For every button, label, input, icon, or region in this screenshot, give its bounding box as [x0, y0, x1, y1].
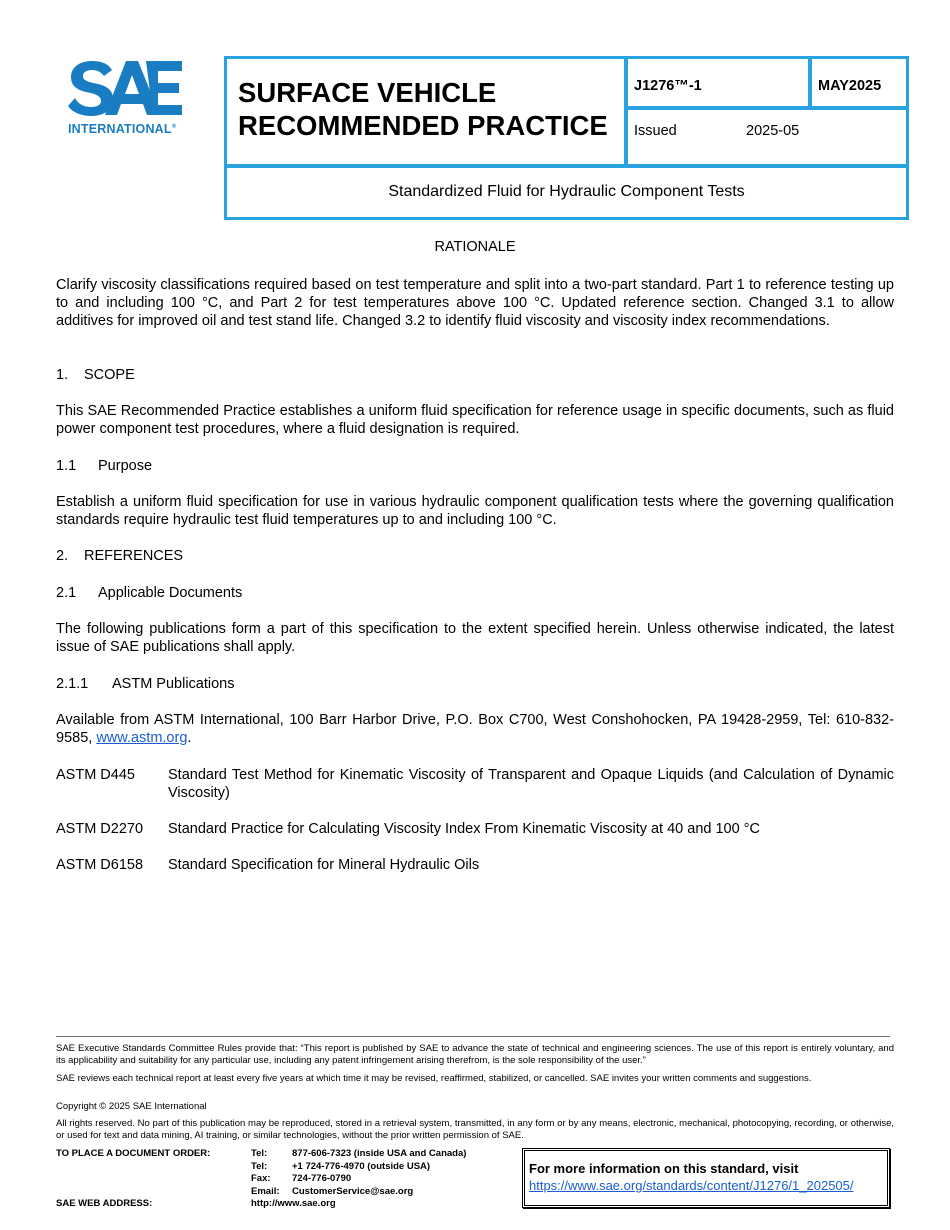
footer-rights-text: All rights reserved. No part of this publication may be reproduced, stored in a retrieval system, transmitted, in any form or by any means, electronic, mechanical, photocopying, recording, or otherwise, or used for text and data mining, AI training, or similar technologies, without the prior written permission of SAE. [56, 1118, 894, 1141]
document-type-title: SURFACE VEHICLE RECOMMENDED PRACTICE [238, 77, 608, 141]
section-2-1-1-text: Available from ASTM International, 100 Barr Harbor Drive, P.O. Box C700, West Conshohocken, PA 19428-2959, Tel: 610-832-9585, www.astm.org. [56, 712, 894, 746]
issued-date: 2025-05 [746, 123, 800, 139]
section-1-text: This SAE Recommended Practice establishes a uniform fluid specification for reference usage in specific documents, such as fluid power component test procedures, where a fluid designation is required. [56, 403, 894, 437]
info-title: For more information on this standard, visit [529, 1161, 799, 1176]
doc-date: MAY2025 [818, 78, 882, 94]
doc-number: J1276™-1 [634, 78, 702, 94]
footer-divider [56, 1036, 890, 1037]
fax-number: 724-776-0790 [292, 1173, 352, 1184]
footer-rules-text: SAE Executive Standards Committee Rules provide that: “This report is published by SAE to advance the state of technical and engineering sciences. The use of this report is entirely voluntary, and its applicability and suitability for any particular use, including any patent infringement arising therefrom, is the sole responsibility of the user.” [56, 1043, 894, 1066]
standard-info-link[interactable]: https://www.sae.org/standards/content/J1276/1_202505/ [529, 1178, 854, 1193]
tel-inside: 877-606-7323 (inside USA and Canada) [292, 1148, 467, 1159]
section-1-heading: 1. SCOPE [56, 367, 135, 383]
astm-link[interactable]: www.astm.org [96, 730, 188, 746]
email-label: Email: [251, 1186, 280, 1197]
web-address: http://www.sae.org [251, 1198, 336, 1209]
rationale-text: Clarify viscosity classifications required based on test temperature and split into a two-part standard. Part 1 to reference testing up to and including 100 °C, and Part 2 for test temperatures above 100 °C. Updated reference section. Changed 3.1 to allow additives for improved oil and test stand life. Changed 3.2 to identify fluid viscosity and viscosity index recommendations. [56, 277, 894, 329]
section-1-1-heading: 1.1 Purpose [56, 458, 153, 474]
issued-label: Issued [634, 123, 677, 139]
section-2-1-heading: 2.1 Applicable Documents [56, 585, 243, 601]
reference-code: ASTM D2270 [56, 821, 144, 837]
tel-label: Tel: [251, 1148, 268, 1159]
fax-label: Fax: [251, 1173, 271, 1184]
logo-text: INTERNATIONAL® [68, 122, 177, 136]
section-2-heading: 2. REFERENCES [56, 548, 184, 564]
email-address: CustomerService@sae.org [292, 1186, 414, 1197]
reference-code: ASTM D445 [56, 767, 135, 783]
reference-title: Standard Test Method for Kinematic Viscosity of Transparent and Opaque Liquids (and Calculation of Dynamic Viscosity) [168, 767, 894, 801]
section-1-1-text: Establish a uniform fluid specification for use in various hydraulic component qualification tests where the governing qualification standards require hydraulic test fluid temperatures up to and including 100 °C. [56, 494, 894, 528]
section-2-1-text: The following publications form a part of this specification to the extent specified herein. Unless otherwise indicated, the latest issue of SAE publications shall apply. [56, 621, 894, 655]
document-subject: Standardized Fluid for Hydraulic Component Tests [388, 183, 745, 200]
rationale-heading: RATIONALE [434, 239, 516, 255]
reference-code: ASTM D6158 [56, 857, 144, 873]
footer-review-text: SAE reviews each technical report at least every five years at which time it may be revised, reaffirmed, stabilized, or cancelled. SAE invites your written comments and suggestions. [56, 1073, 812, 1084]
web-label: SAE WEB ADDRESS: [56, 1198, 153, 1209]
tel-label: Tel: [251, 1161, 268, 1172]
tel-outside: +1 724-776-4970 (outside USA) [292, 1161, 431, 1172]
section-2-1-1-heading: 2.1.1 ASTM Publications [56, 676, 235, 692]
order-label: TO PLACE A DOCUMENT ORDER: [56, 1148, 211, 1159]
reference-title: Standard Practice for Calculating Viscosity Index From Kinematic Viscosity at 40 and 100 °C [168, 821, 760, 837]
reference-title: Standard Specification for Mineral Hydraulic Oils [168, 857, 480, 873]
footer-copyright: Copyright © 2025 SAE International [56, 1101, 207, 1112]
